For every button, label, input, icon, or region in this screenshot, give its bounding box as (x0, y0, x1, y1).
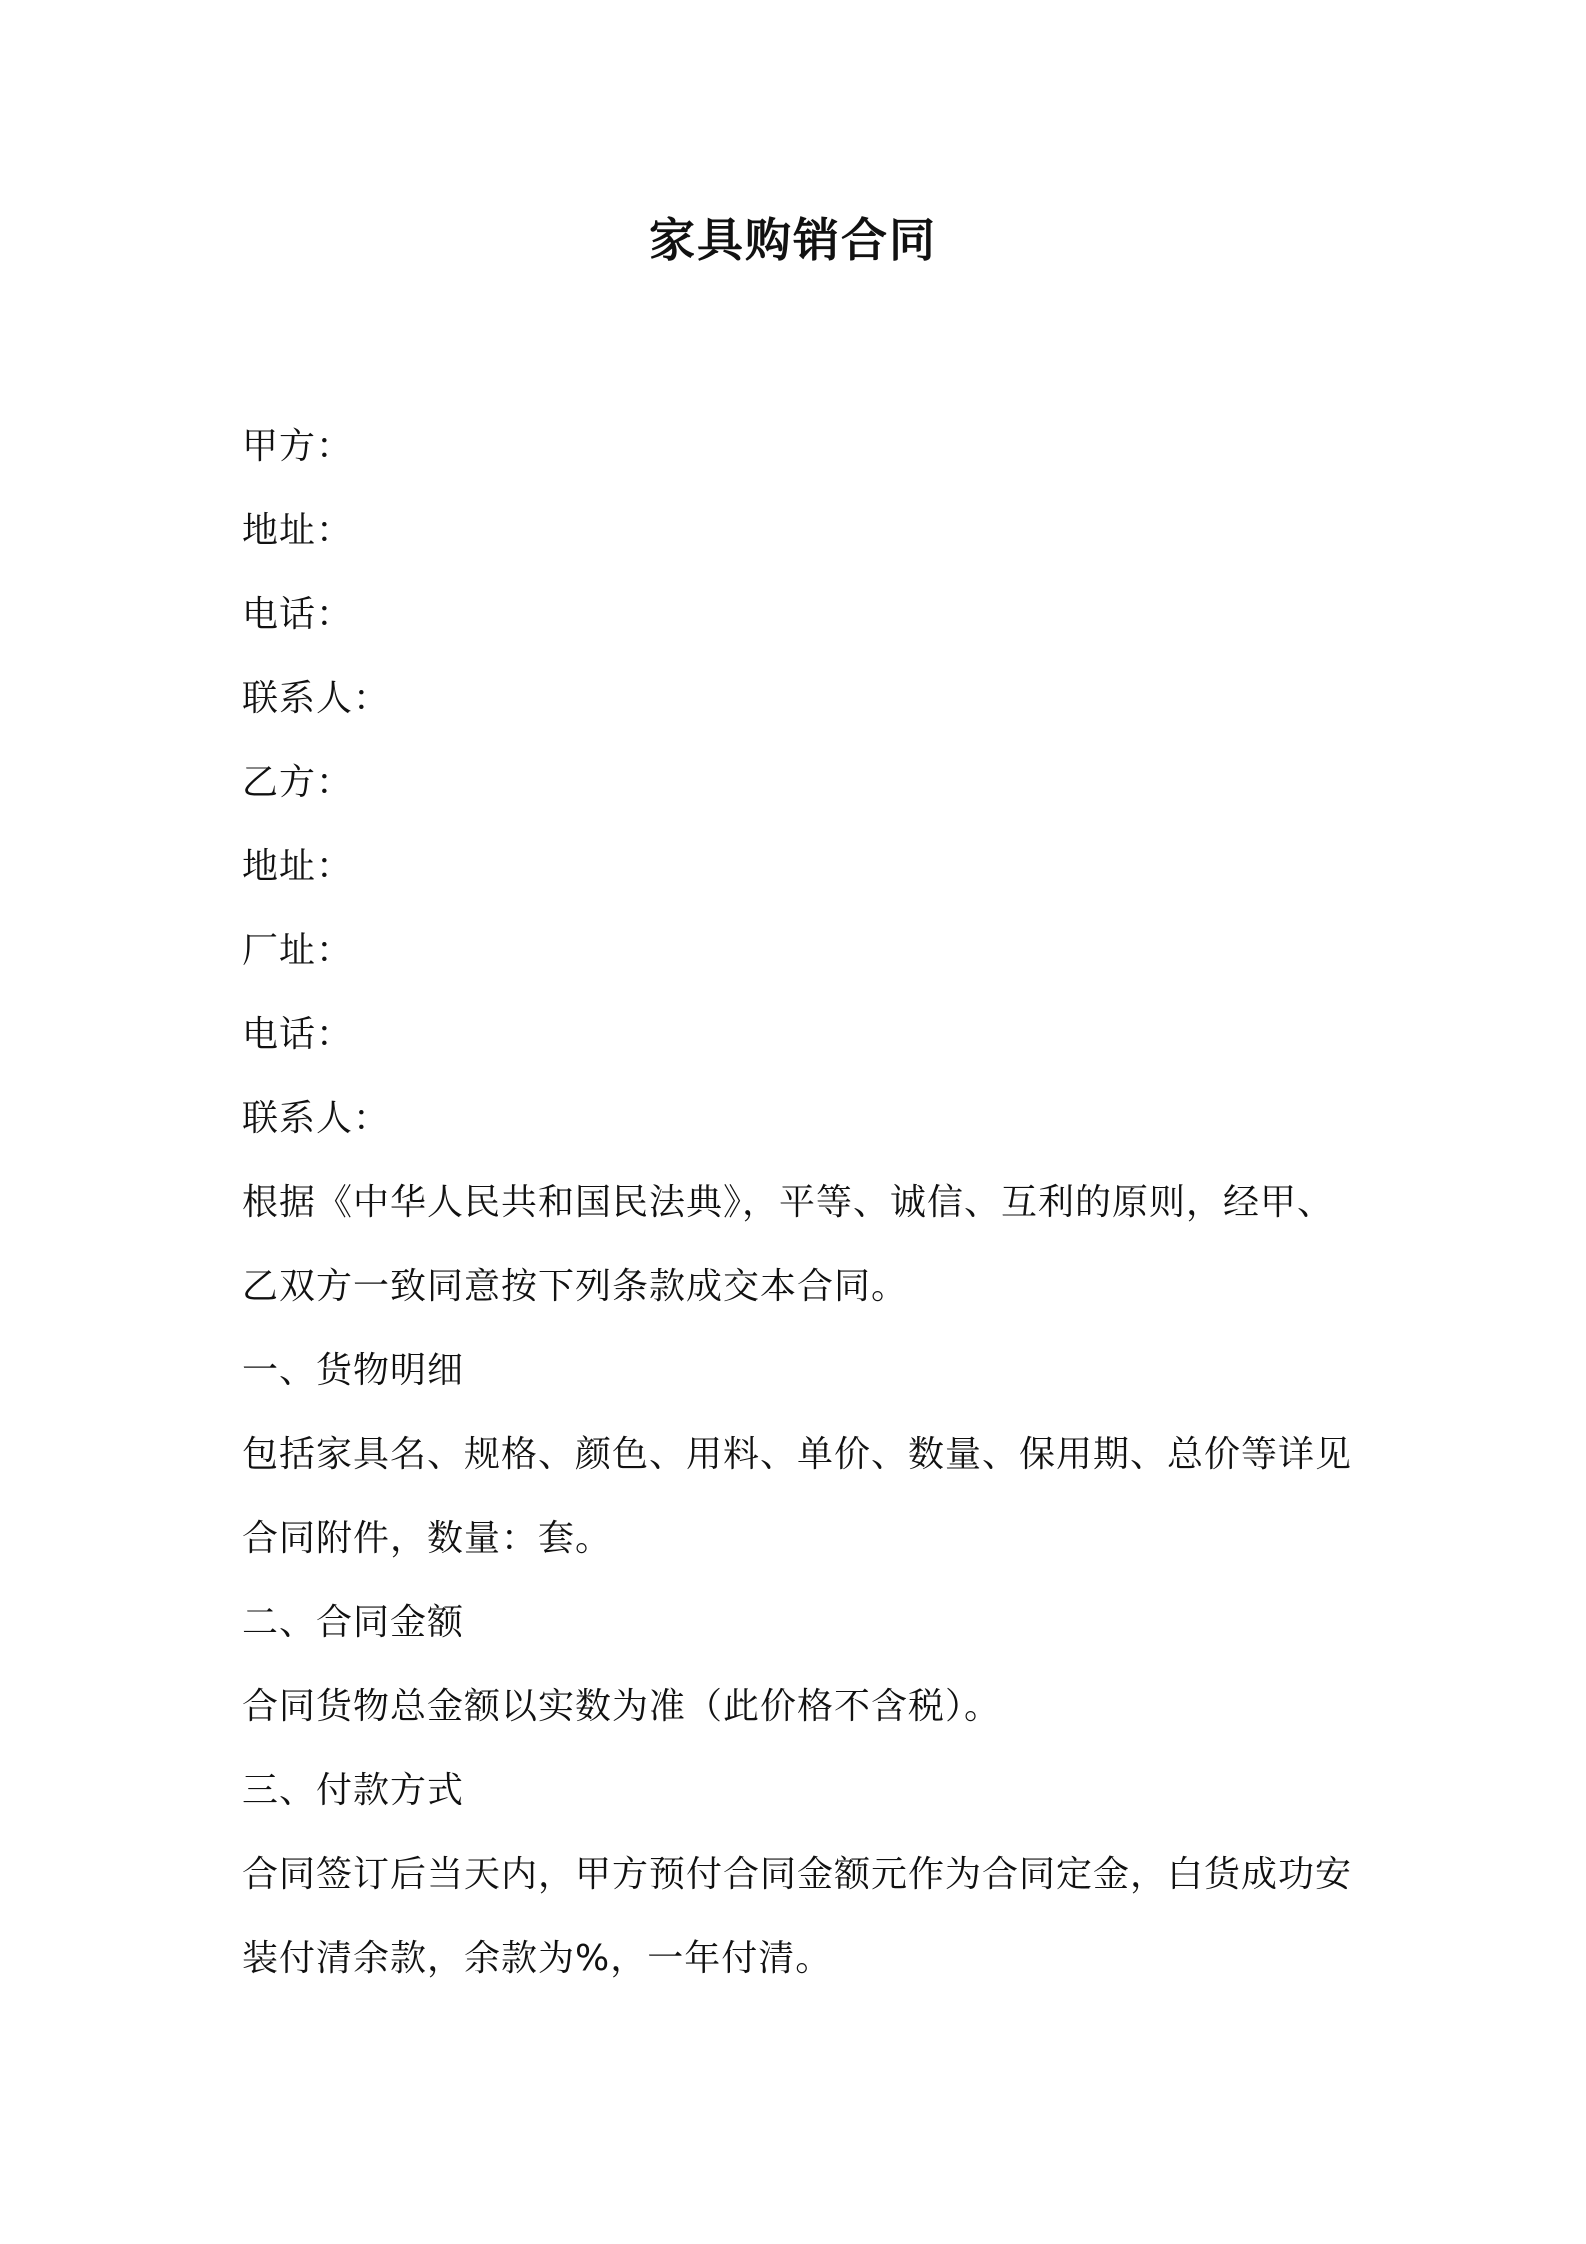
section-1-text-line-1: 包括家具名、规格、颜色、用料、单价、数量、保用期、总价等详见 (242, 1434, 1353, 1475)
party-b-factory-label: 厂址： (242, 930, 354, 971)
party-a-address-label: 地址： (242, 510, 354, 551)
preamble-line-2: 乙双方一致同意按下列条款成交本合同。 (242, 1266, 909, 1307)
section-3-heading: 三、付款方式 (242, 1770, 465, 1811)
document-body (242, 405, 1362, 2001)
party-a-label: 甲方： (242, 426, 354, 467)
section-1-text-line-2: 合同附件，数量：套。 (242, 1518, 613, 1559)
document-title: 家具购销合同 (649, 213, 937, 267)
party-b-label: 乙方： (242, 762, 354, 803)
section-2-text: 合同货物总金额以实数为准（此价格不含税）。 (242, 1686, 1002, 1727)
party-b-address-label: 地址： (242, 846, 354, 887)
party-a-contact-label: 联系人： (242, 678, 391, 719)
section-1-heading: 一、货物明细 (242, 1350, 465, 1391)
section-3-text-line-1: 合同签订后当天内，甲方预付合同金额元作为合同定金，白货成功安 (242, 1854, 1353, 1895)
section-2-heading: 二、合同金额 (242, 1602, 465, 1643)
party-b-phone-label: 电话： (242, 1014, 354, 1055)
party-a-phone-label: 电话： (242, 594, 354, 635)
party-b-contact-label: 联系人： (242, 1098, 391, 1139)
section-3-text-line-2: 装付清余款，余款为%，一年付清。 (242, 1938, 833, 1979)
preamble-line-1: 根据《中华人民共和国民法典》，平等、诚信、互利的原则，经甲、 (242, 1182, 1335, 1223)
